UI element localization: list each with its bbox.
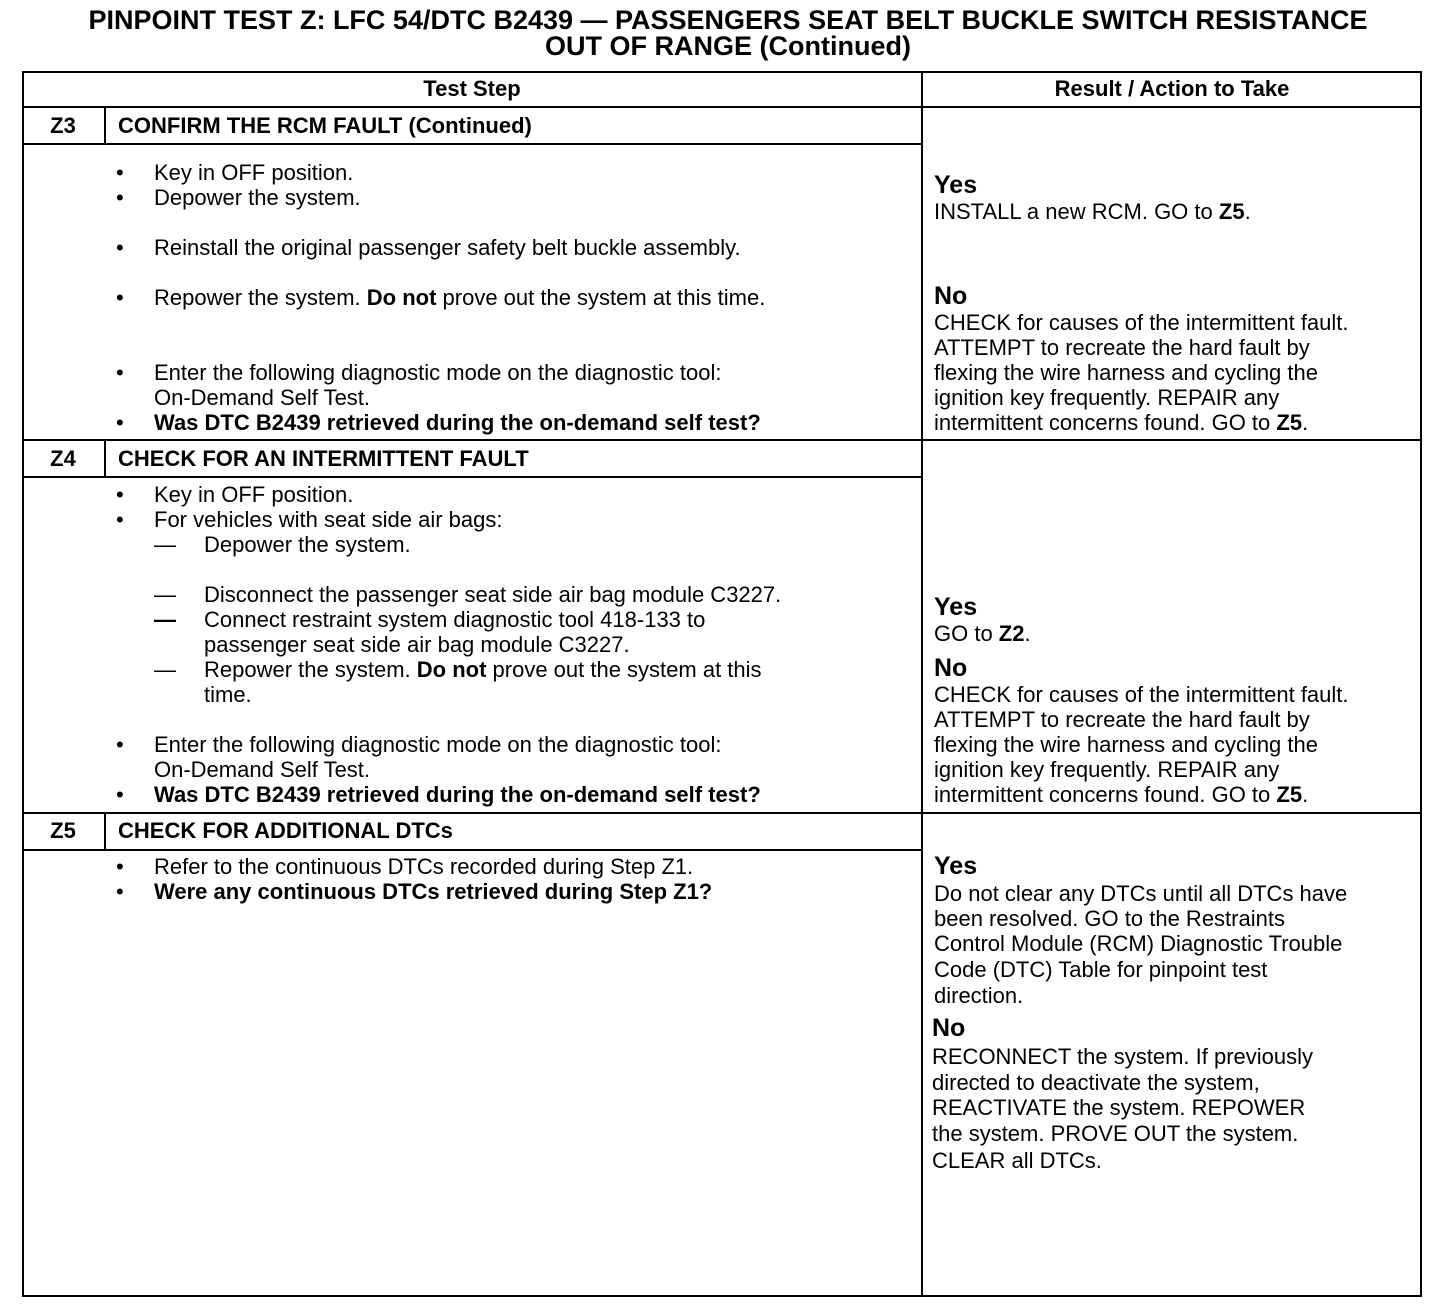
text-run: intermittent concerns found. GO to xyxy=(934,410,1277,435)
z5-title-rule xyxy=(22,849,922,851)
bullet: • xyxy=(116,782,124,807)
bullet: • xyxy=(116,185,124,210)
z4-yes-label: Yes xyxy=(934,593,978,621)
z3-num-divider xyxy=(104,107,106,144)
z4-no-action: CHECK for causes of the intermittent fault. xyxy=(934,682,1349,707)
z4-step-text: On-Demand Self Test. xyxy=(154,757,371,782)
step-number-z4: Z4 xyxy=(50,446,76,471)
bullet: • xyxy=(116,507,124,532)
z5-no-action: REACTIVATE the system. REPOWER xyxy=(932,1095,1306,1120)
page-title: PINPOINT TEST Z: LFC 54/DTC B2439 — PASSENGERS SEAT BELT BUCKLE SWITCH RESISTANCE xyxy=(88,5,1368,35)
z3-step-text: Key in OFF position. xyxy=(154,160,354,185)
text-run: GO to xyxy=(934,621,999,646)
text-run: prove out the system at this time. xyxy=(436,285,766,310)
z5-no-action: RECONNECT the system. If previously xyxy=(932,1044,1314,1069)
step-link-z5: Z5 xyxy=(1276,782,1303,807)
z3-yes-label: Yes xyxy=(934,171,978,199)
z4-question: Was DTC B2439 retrieved during the on-demand self test? xyxy=(154,782,761,807)
step-number-z5: Z5 xyxy=(50,818,76,843)
z3-title-rule xyxy=(22,143,922,145)
z5-yes-label: Yes xyxy=(934,852,978,880)
z5-yes-action: Do not clear any DTCs until all DTCs have xyxy=(934,881,1348,906)
text-run: . xyxy=(1024,621,1031,646)
dash: — xyxy=(154,532,176,557)
z3-step-text xyxy=(154,285,765,310)
header-test-step: Test Step xyxy=(423,76,521,101)
bullet: • xyxy=(116,160,124,185)
emphasis: Do not xyxy=(366,285,437,310)
z4-no-action xyxy=(934,782,1308,807)
z5-yes-action: direction. xyxy=(934,983,1024,1008)
z4-step-text: Key in OFF position. xyxy=(154,482,354,507)
text-run: prove out the system at this xyxy=(486,657,762,682)
z5-no-action: CLEAR all DTCs. xyxy=(932,1148,1102,1173)
text-run: . xyxy=(1244,199,1251,224)
z3-bottom-rule xyxy=(22,439,1422,441)
z4-step-text: Enter the following diagnostic mode on the diagnostic tool: xyxy=(154,732,722,757)
header-rule xyxy=(22,106,1422,108)
page-title-continued: OUT OF RANGE (Continued) xyxy=(545,31,911,61)
z4-substep-text: passenger seat side air bag module C3227. xyxy=(204,632,630,657)
z3-question: Was DTC B2439 retrieved during the on-demand self test? xyxy=(154,410,761,435)
z3-no-action: ATTEMPT to recreate the hard fault by xyxy=(934,335,1310,360)
z4-substep-text xyxy=(204,657,762,682)
z3-no-action: ignition key frequently. REPAIR any xyxy=(934,385,1280,410)
header-result: Result / Action to Take xyxy=(1054,76,1290,101)
step-title-z5: CHECK FOR ADDITIONAL DTCs xyxy=(118,818,453,843)
text-run: Repower the system. xyxy=(154,285,367,310)
z3-step-text: Enter the following diagnostic mode on the diagnostic tool: xyxy=(154,360,722,385)
step-number-z3: Z3 xyxy=(50,113,76,138)
z4-substep-text: time. xyxy=(204,682,252,707)
z5-yes-action: Control Module (RCM) Diagnostic Trouble xyxy=(934,931,1343,956)
text-run: intermittent concerns found. GO to xyxy=(934,782,1277,807)
step-title-z4: CHECK FOR AN INTERMITTENT FAULT xyxy=(118,446,529,471)
z5-yes-action: Code (DTC) Table for pinpoint test xyxy=(934,957,1268,982)
bullet: • xyxy=(116,879,124,904)
bullet: • xyxy=(116,360,124,385)
dash: — xyxy=(154,657,176,682)
z4-title-rule xyxy=(22,476,922,478)
dash: — xyxy=(154,582,176,607)
z4-bottom-rule xyxy=(22,812,1422,814)
z3-step-text: On-Demand Self Test. xyxy=(154,385,371,410)
bullet: • xyxy=(116,235,124,260)
z4-yes-action xyxy=(934,621,1031,646)
text-run: . xyxy=(1302,410,1309,435)
z5-num-divider xyxy=(104,813,106,850)
bullet: • xyxy=(116,410,124,435)
z3-step-text: Depower the system. xyxy=(154,185,361,210)
z5-yes-action: been resolved. GO to the Restraints xyxy=(934,906,1285,931)
z4-no-action: flexing the wire harness and cycling the xyxy=(934,732,1318,757)
z4-step-text: For vehicles with seat side air bags: xyxy=(154,507,503,532)
text-run: INSTALL a new RCM. GO to xyxy=(934,199,1219,224)
step-link-z5: Z5 xyxy=(1276,410,1303,435)
step-link-z2: Z2 xyxy=(998,621,1025,646)
z5-no-action: directed to deactivate the system, xyxy=(932,1070,1260,1095)
z5-step-text: Refer to the continuous DTCs recorded during Step Z1. xyxy=(154,854,694,879)
z4-num-divider xyxy=(104,440,106,477)
step-link-z5: Z5 xyxy=(1218,199,1245,224)
z3-step-text: Reinstall the original passenger safety belt buckle assembly. xyxy=(154,235,741,260)
z5-question: Were any continuous DTCs retrieved during Step Z1? xyxy=(154,879,713,904)
z5-no-action: the system. PROVE OUT the system. xyxy=(932,1121,1299,1146)
bullet: • xyxy=(116,285,124,310)
z5-no-label: No xyxy=(932,1014,966,1042)
step-title-z3: CONFIRM THE RCM FAULT (Continued) xyxy=(118,113,532,138)
bullet: • xyxy=(116,732,124,757)
column-divider xyxy=(921,71,923,1297)
z4-substep-text: Connect restraint system diagnostic tool 418-133 to xyxy=(204,607,706,632)
z4-substep-text: Disconnect the passenger seat side air bag module C3227. xyxy=(204,582,782,607)
z4-no-action: ATTEMPT to recreate the hard fault by xyxy=(934,707,1310,732)
z3-yes-action xyxy=(934,199,1251,224)
emphasis: Do not xyxy=(416,657,487,682)
bullet: • xyxy=(116,854,124,879)
z4-no-action: ignition key frequently. REPAIR any xyxy=(934,757,1280,782)
text-run: Repower the system. xyxy=(204,657,417,682)
dash: — xyxy=(154,607,176,632)
z3-no-action xyxy=(934,410,1308,435)
z3-no-action: CHECK for causes of the intermittent fault. xyxy=(934,310,1349,335)
bullet: • xyxy=(116,482,124,507)
text-run: . xyxy=(1302,782,1309,807)
z3-no-action: flexing the wire harness and cycling the xyxy=(934,360,1318,385)
z4-substep-text: Depower the system. xyxy=(204,532,411,557)
z3-no-label: No xyxy=(934,282,968,310)
z4-no-label: No xyxy=(934,654,968,682)
